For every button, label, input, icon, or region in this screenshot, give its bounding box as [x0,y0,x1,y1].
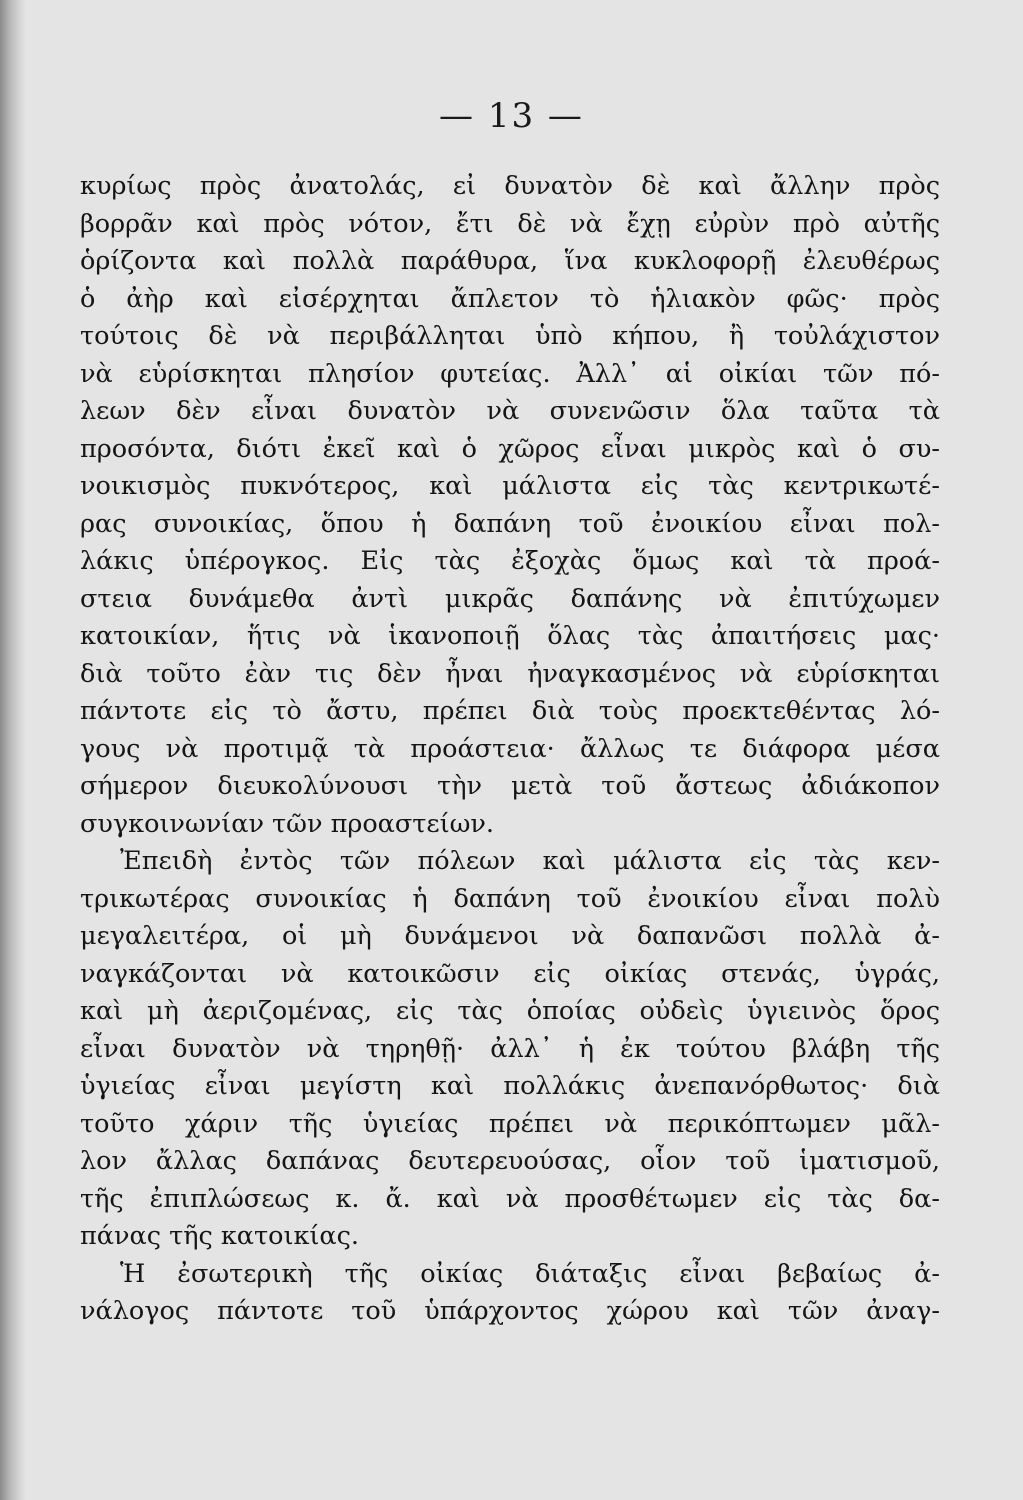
text-line: ναγκάζονται νὰ κατοικῶσιν εἰς οἰκίας στενάς, ὑγράς, [80,958,940,989]
text-line: τοῦτο χάριν τῆς ὑγιείας πρέπει νὰ περικόπτωμεν μᾶλ- [80,1108,940,1139]
text-line: εἶναι δυνατὸν νὰ τηρηθῇ· ἀλλ᾿ ἡ ἐκ τούτου βλάβη τῆς [80,1033,940,1064]
body-text [80,168,940,1331]
page-number: — 13 — [439,96,584,136]
text-line: νὰ εὑρίσκηται πλησίον φυτείας. Ἀλλ᾿ αἱ οἰκίαι τῶν πό- [80,358,940,389]
binding-gutter [0,0,26,1500]
text-line: Ἡ ἐσωτερικὴ τῆς οἰκίας διάταξις εἶναι βεβαίως ἀ- [120,1258,940,1289]
text-line: στεια δυνάμεθα ἀντὶ μικρᾶς δαπάνης νὰ ἐπιτύχωμεν [80,583,940,614]
text-line: λάκις ὑπέρογκος. Εἰς τὰς ἐξοχὰς ὅμως καὶ τὰ προά- [80,546,940,576]
text-line: ὁ ἀὴρ καὶ εἰσέρχηται ἄπλετον τὸ ἡλιακὸν φῶς· πρὸς [80,283,940,314]
text-line: γους νὰ προτιμᾷ τὰ προάστεια· ἄλλως τε διάφορα μέσα [80,733,940,764]
text-line: Ἐπειδὴ ἐντὸς τῶν πόλεων καὶ μάλιστα εἰς τὰς κεν- [120,846,940,876]
text-line: λεων δὲν εἶναι δυνατὸν νὰ συνενῶσιν ὅλα ταῦτα τὰ [80,396,940,426]
text-line: ρας συνοικίας, ὅπου ἡ δαπάνη τοῦ ἐνοικίου εἶναι πολ- [80,508,940,539]
text-line: τούτοις δὲ νὰ περιβάλληται ὑπὸ κήπου, ἢ τοὐλάχιστον [80,321,940,351]
text-line: προσόντα, διότι ἐκεῖ καὶ ὁ χῶρος εἶναι μικρὸς καὶ ὁ συ- [80,433,940,464]
text-line: ὁρίζοντα καὶ πολλὰ παράθυρα, ἵνα κυκλοφορῇ ἐλευθέρως [80,246,940,276]
text-line: πάντοτε εἰς τὸ ἄστυ, πρέπει διὰ τοὺς προεκτεθέντας λό- [80,696,940,726]
text-line: λον ἄλλας δαπάνας δευτερευούσας, οἷον τοῦ ἱματισμοῦ, [80,1146,940,1176]
text-line: κυρίως πρὸς ἀνατολάς, εἰ δυνατὸν δὲ καὶ ἄλλην πρὸς [80,171,940,201]
text-line: ὑγιείας εἶναι μεγίστη καὶ πολλάκις ἀνεπανόρθωτος· διὰ [80,1071,940,1101]
text-line: τῆς ἐπιπλώσεως κ. ἄ. καὶ νὰ προσθέτωμεν εἰς τὰς δα- [80,1183,940,1214]
text-line: συγκοινωνίαν τῶν προαστείων. [80,808,495,839]
text-line: σήμερον διευκολύνουσι τὴν μετὰ τοῦ ἄστεως ἀδιάκοπον [80,771,940,801]
text-line: μεγαλειτέρα, οἱ μὴ δυνάμενοι νὰ δαπανῶσι πολλὰ ἀ- [80,921,940,951]
text-line: βορρᾶν καὶ πρὸς νότον, ἔτι δὲ νὰ ἔχῃ εὐρὺν πρὸ αὐτῆς [80,208,940,239]
text-line: κατοικίαν, ἥτις νὰ ἱκανοποιῇ ὅλας τὰς ἀπαιτήσεις μας· [80,621,940,651]
text-line: νοικισμὸς πυκνότερος, καὶ μάλιστα εἰς τὰς κεντρικωτέ- [80,471,940,501]
text-line: πάνας τῆς κατοικίας. [80,1221,360,1251]
text-line: νάλογος πάντοτε τοῦ ὑπάρχοντος χώρου καὶ τῶν ἀναγ- [80,1296,940,1326]
text-line: διὰ τοῦτο ἐὰν τις δὲν ἦναι ἠναγκασμένος νὰ εὑρίσκηται [80,658,940,689]
text-line: τρικωτέρας συνοικίας ἡ δαπάνη τοῦ ἐνοικίου εἶναι πολὺ [80,883,940,914]
text-line: καὶ μὴ ἀεριζομένας, εἰς τὰς ὁποίας οὐδεὶς ὑγιεινὸς ὅρος [80,996,940,1026]
